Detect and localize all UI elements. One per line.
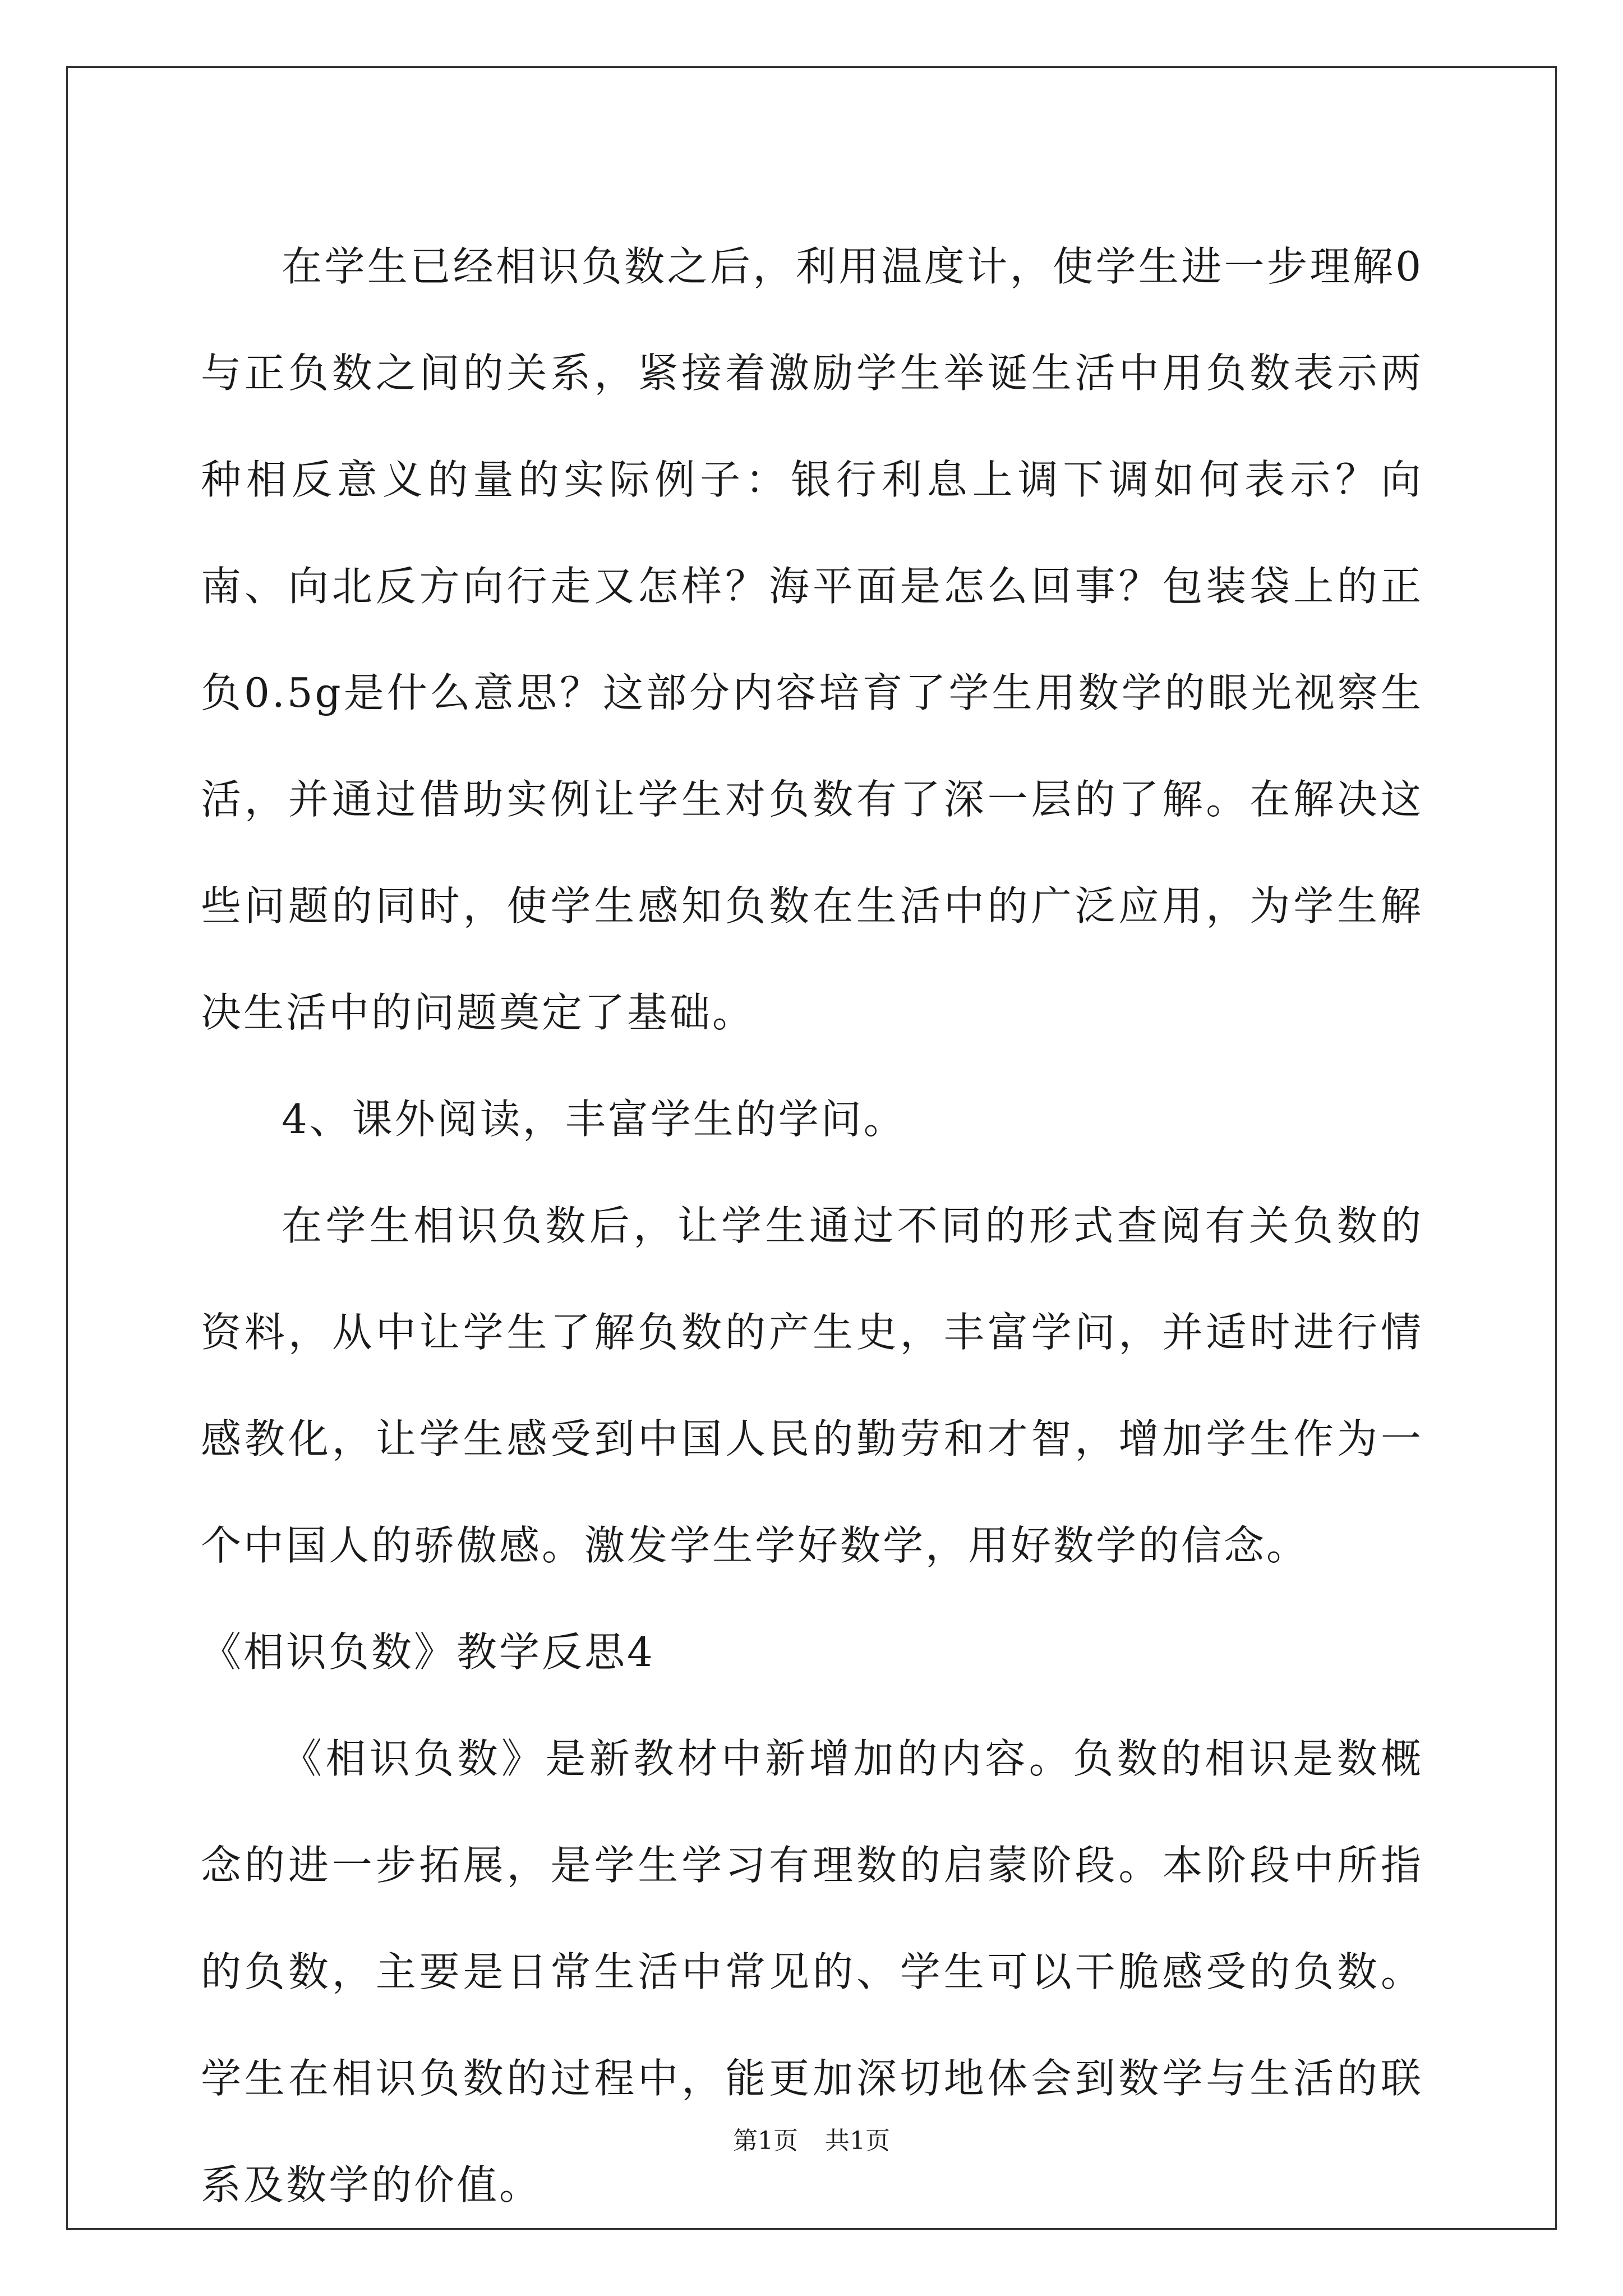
page-footer <box>0 2120 1623 2156</box>
page-number: 第1页 <box>733 2127 798 2155</box>
document-body <box>201 213 1423 2238</box>
page-total: 共1页 <box>825 2127 890 2155</box>
paragraph-reflection-intro: 《相识负数》是新教材中新增加的内容。负数的相识是数概念的进一步拓展，是学生学习有理数的启蒙阶段。本阶段中所指的负数，主要是日常生活中常见的、学生可以干脆感受的负数。学生在相识负数的过程中，能更加深切地体会到数学与生活的联系及数学的价值。 <box>201 1735 1423 2208</box>
paragraph-extracurricular-reading-title: 4、课外阅读，丰富学生的学问。 <box>282 1096 906 1143</box>
paragraph-temperature-examples: 在学生已经相识负数之后，利用温度计，使学生进一步理解0与正负数之间的关系，紧接着激励学生举诞生活中用负数表示两种相反意义的量的实际例子：银行利息上调下调如何表示？向南、向北反方向行走又怎样？海平面是怎么回事？包装袋上的正负0.5g是什么意思？这部分内容培育了学生用数学的眼光视察生活，并通过借助实例让学生对负数有了深一层的了解。在解决这些问题的同时，使学生感知负数在生活中的广泛应用，为学生解决生活中的问题奠定了基础。 <box>201 243 1423 1036</box>
paragraph-extracurricular-reading: 在学生相识负数后，让学生通过不同的形式查阅有关负数的资料，从中让学生了解负数的产生史，丰富学问，并适时进行情感教化，让学生感受到中国人民的勤劳和才智，增加学生作为一个中国人的骄傲感。激发学生学好数学，用好数学的信念。 <box>201 1202 1423 1569</box>
section-heading: 《相识负数》教学反思4 <box>201 1628 655 1676</box>
